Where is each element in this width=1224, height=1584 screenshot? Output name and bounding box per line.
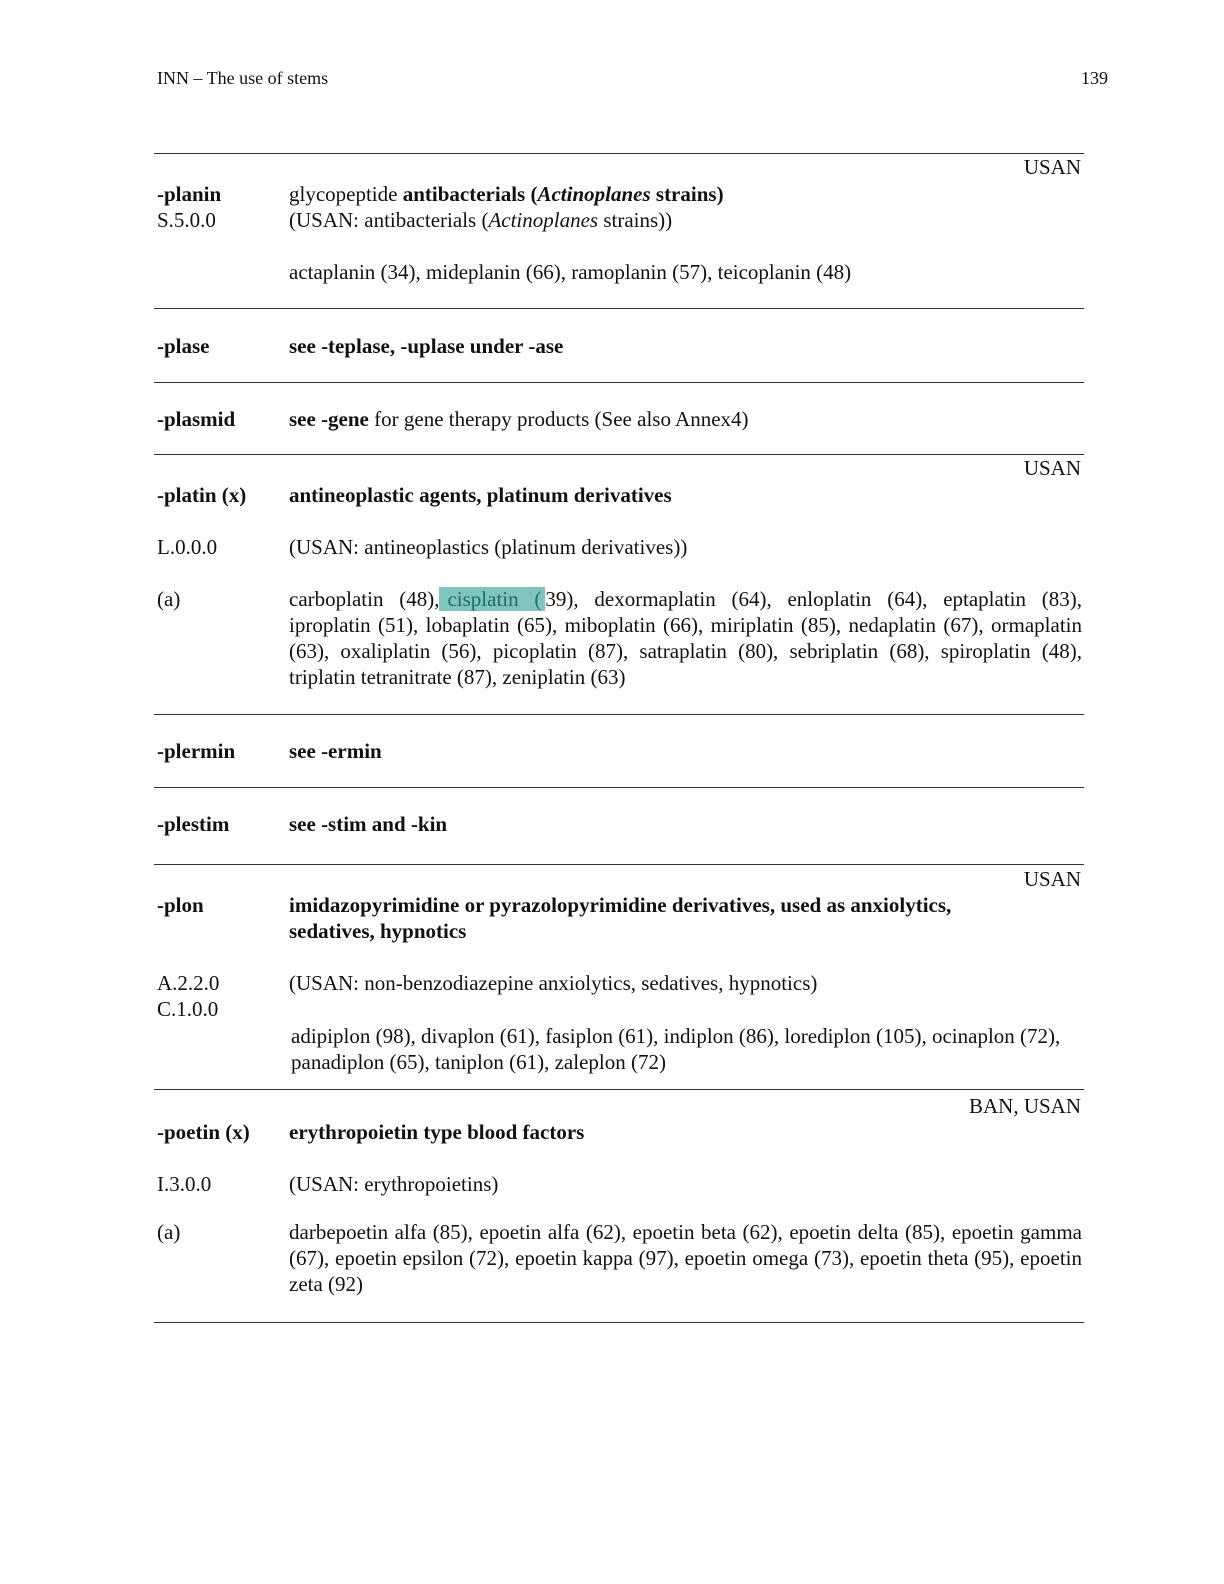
cross-reference-bold: see -gene [289,407,369,431]
stem-name: -poetin (x) [157,1120,250,1144]
stem-definition: antineoplastic agents, platinum derivatives [289,483,672,507]
source-label: USAN [1023,456,1081,480]
definition-prefix: glycopeptide [289,182,403,206]
table-rule [154,787,1084,788]
table-rule [154,1322,1084,1323]
stem-name: -plasmid [157,407,236,431]
table-rule [154,1089,1084,1090]
classification-code: A.2.2.0 [157,971,220,995]
table-rule [154,864,1084,865]
usan-definition: (USAN: antibacterials (Actinoplanes strains)) [289,208,673,232]
stem-definition: erythropoietin type blood factors [289,1120,585,1144]
highlighted-text: cisplatin ( [439,587,545,611]
table-rule [154,153,1084,154]
cross-reference: see -stim and -kin [289,812,448,836]
usan-definition: (USAN: antineoplastics (platinum derivatives)) [289,535,688,559]
definition-bold-end: strains) [650,182,724,206]
stem-name: -plon [157,893,204,917]
stem-name: -platin (x) [157,483,247,507]
source-label: BAN, USAN [968,1094,1081,1118]
table-rule [154,382,1084,383]
cross-reference: see -ermin [289,739,382,763]
stem-definition [289,181,724,207]
examples-list: carboplatin (48), cisplatin ( 39), dexormaplatin (64), enloplatin (64), eptaplatin (83), iproplatin (51), lobaplatin (65), miboplatin (66), miriplatin (85), nedaplatin (67), ormaplatin (63), oxaliplatin (56), picoplatin (87), satraplatin (80), sebriplatin (68), spiroplatin (48), triplatin tetranitrate (87), zeniplatin (63) [289,587,1082,689]
definition-bold: antibacterials ( [402,182,538,206]
examples-list: actaplanin (34), mideplanin (66), ramoplanin (57), teicoplanin (48) [289,260,852,284]
list-marker: (a) [157,1220,181,1244]
table-rule [154,714,1084,715]
running-header-title: INN – The use of stems [157,68,329,88]
usan-italic: Actinoplanes [488,208,599,232]
examples-list: darbepoetin alfa (85), epoetin alfa (62), epoetin beta (62), epoetin delta (85), epoetin gamma (67), epoetin epsilon (72), epoetin kappa (97), epoetin omega (73), epoetin theta (95), epoetin zeta (92) [289,1220,1082,1296]
classification-code: L.0.0.0 [157,535,218,559]
stem-name: -plermin [157,739,236,763]
table-rule [154,454,1084,455]
stem-name: -plestim [157,812,230,836]
usan-definition: (USAN: erythropoietins) [289,1172,499,1196]
source-label: USAN [1023,155,1081,179]
usan-definition: (USAN: non-benzodiazepine anxiolytics, sedatives, hypnotics) [289,971,818,995]
table-rule [154,308,1084,309]
list-marker: (a) [157,587,181,611]
source-label: USAN [1023,867,1081,891]
stem-name: -plase [157,334,210,358]
classification-code: C.1.0.0 [157,997,219,1021]
cross-reference: see -teplase, -uplase under -ase [289,334,564,358]
definition-bold-italic: Actinoplanes [537,182,651,206]
stem-definition: imidazopyrimidine or pyrazolopyrimidine derivatives, used as anxiolytics, sedatives, hypnotics [289,893,952,943]
classification-code: S.5.0.0 [157,208,216,232]
page-number: 139 [1081,68,1108,88]
classification-code: I.3.0.0 [157,1172,212,1196]
examples-list: adipiplon (98), divaplon (61), fasiplon (61), indiplon (86), lorediplon (105), ocinaplon (72), panadiplon (65), taniplon (61), zaleplon (72) [291,1024,1061,1074]
stem-name: -planin [157,182,222,206]
cross-reference: see -gene for gene therapy products (See also Annex4) [289,407,749,431]
